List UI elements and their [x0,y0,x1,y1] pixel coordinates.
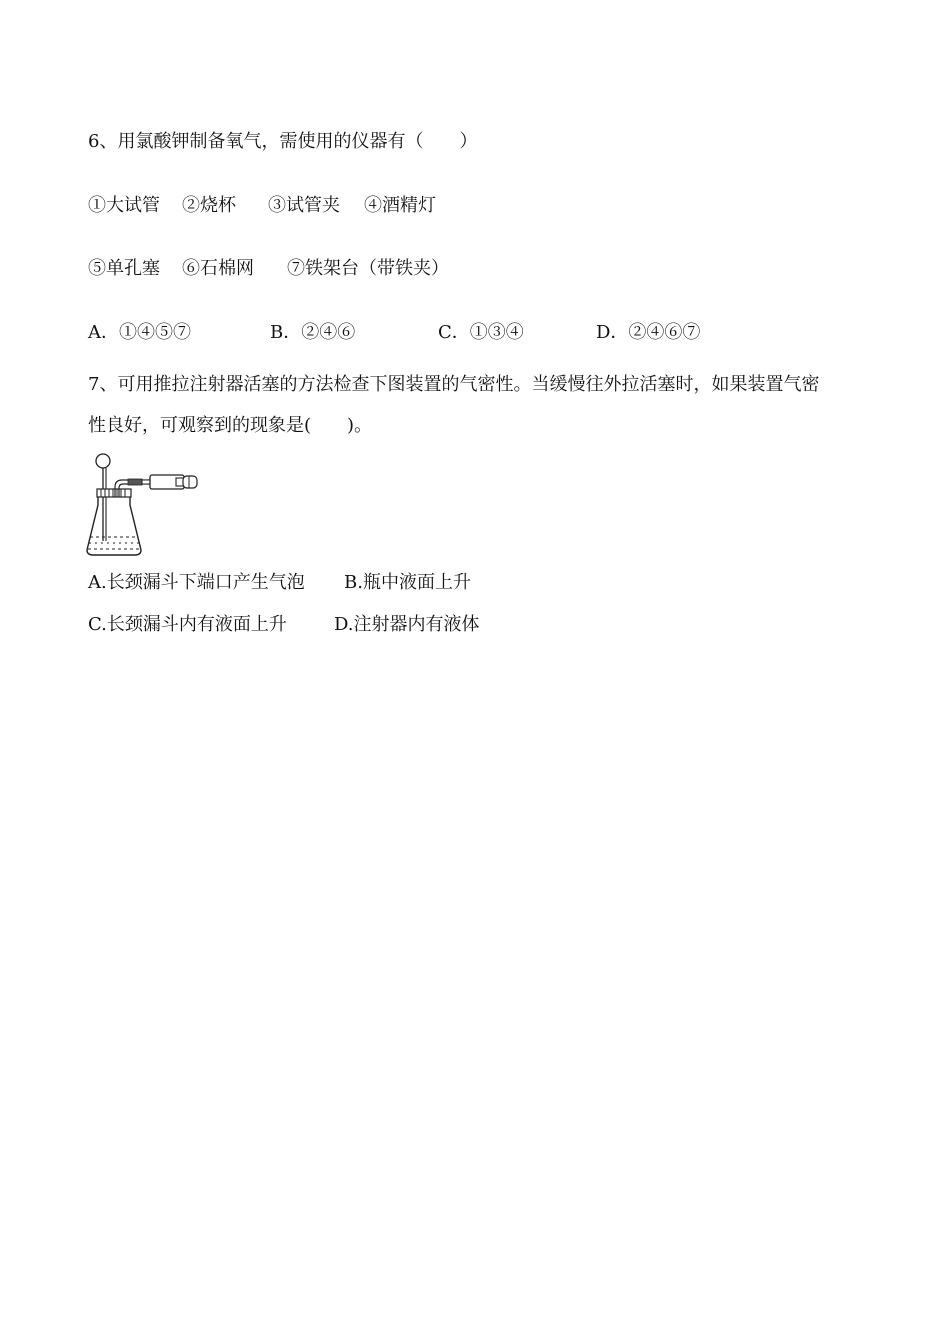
q6-item-6: ⑥石棉网 [182,258,254,279]
q6-item-3: ③试管夹 [268,195,340,216]
question-7-stem-line-1: 7、可用推拉注射器活塞的方法检查下图装置的气密性。当缓慢往外拉活塞时，如果装置气密 [88,374,820,395]
q6-item-4: ④酒精灯 [364,195,436,216]
question-7-stem-line-2: 性良好，可观察到的现象是( )。 [88,415,373,436]
q6-option-a[interactable]: A．①④⑤⑦ [88,322,191,343]
q7-option-a[interactable]: A.长颈漏斗下端口产生气泡 [88,572,305,593]
q6-item-5: ⑤单孔塞 [88,258,160,279]
q6-item-1: ①大试管 [88,195,160,216]
flask-syringe-apparatus-icon [84,449,206,559]
q6-option-c[interactable]: C．①③④ [438,322,524,343]
q6-item-7: ⑦铁架台（带铁夹） [287,258,449,279]
q7-option-c[interactable]: C.长颈漏斗内有液面上升 [88,614,287,635]
q7-option-d[interactable]: D.注射器内有液体 [334,614,480,635]
q6-option-d[interactable]: D．②④⑥⑦ [596,322,701,343]
q6-option-b[interactable]: B．②④⑥ [270,322,356,343]
question-6-stem: 6、用氯酸钾制备氧气，需使用的仪器有（ ） [88,131,478,152]
q7-option-b[interactable]: B.瓶中液面上升 [344,572,471,593]
q6-item-2: ②烧杯 [182,195,236,216]
